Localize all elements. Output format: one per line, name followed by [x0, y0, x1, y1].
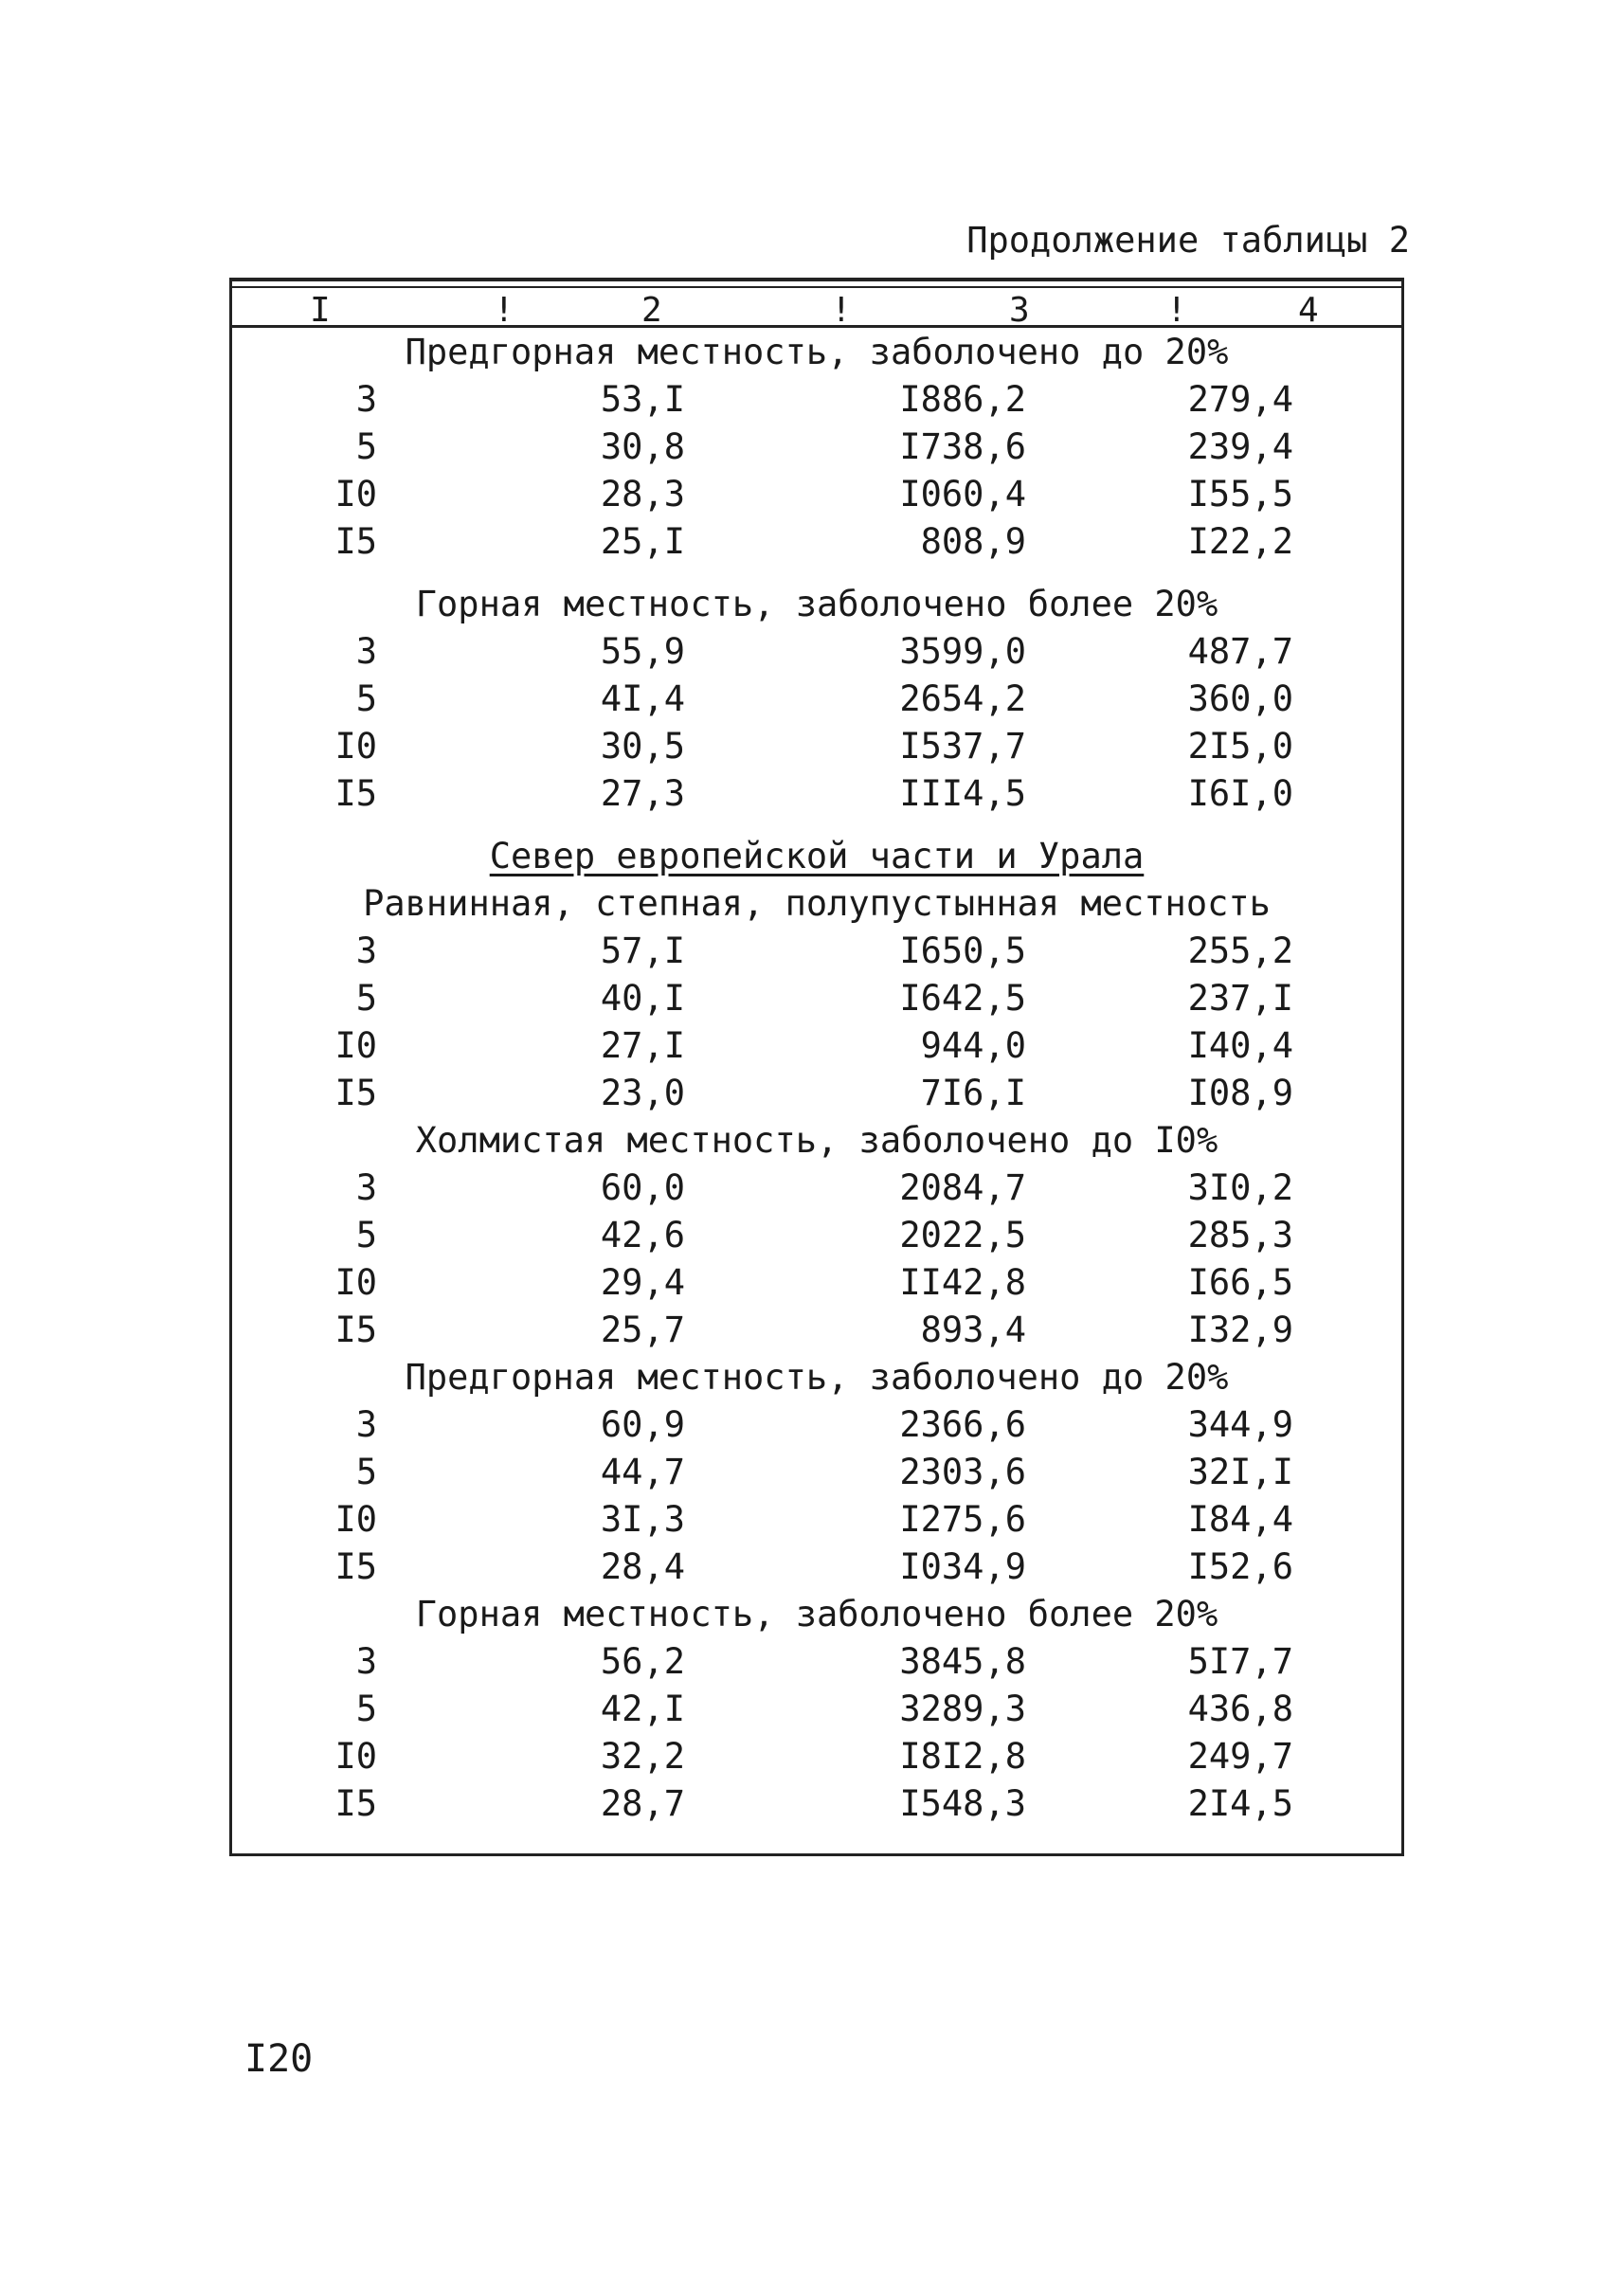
table-cell-col-3: 2022,5 [899, 1215, 1026, 1255]
table-row [232, 1070, 1401, 1117]
table-cell-col-1: 5 [355, 426, 377, 467]
table-cell-col-2: 28,7 [600, 1783, 685, 1824]
table-cell-col-4: I22,2 [1187, 521, 1293, 562]
table-row [232, 1259, 1401, 1307]
table-cell-col-3: 3599,0 [899, 631, 1026, 672]
table-row [232, 1212, 1401, 1259]
table-cell-col-1: 5 [355, 1689, 377, 1729]
table-row [232, 1544, 1401, 1591]
table-row [232, 1307, 1401, 1354]
table-caption: Продолжение таблицы 2 [966, 220, 1410, 261]
table-cell-col-2: 60,0 [600, 1167, 685, 1208]
table-cell-col-1: I0 [334, 474, 377, 515]
table-cell-col-3: II42,8 [899, 1262, 1026, 1303]
table-cell-col-1: I0 [334, 1262, 377, 1303]
table-cell-col-4: 32I,I [1187, 1452, 1293, 1492]
table-cell-col-1: 5 [355, 978, 377, 1019]
data-table [229, 278, 1404, 1856]
table-row [232, 770, 1401, 818]
table-cell-col-3: I034,9 [899, 1546, 1026, 1587]
table-cell-col-4: 487,7 [1187, 631, 1293, 672]
table-cell-col-2: 30,5 [600, 726, 685, 767]
header-separator: ! [831, 291, 852, 330]
table-cell-col-2: 4I,4 [600, 678, 685, 719]
table-row [232, 1449, 1401, 1496]
section-heading: Равнинная, степная, полупустынная местность [363, 883, 1271, 924]
table-cell-col-3: I537,7 [899, 726, 1026, 767]
table-cell-col-3: 2654,2 [899, 678, 1026, 719]
table-cell-col-2: 53,I [600, 379, 685, 420]
table-row [232, 1638, 1401, 1686]
table-cell-col-2: 40,I [600, 978, 685, 1019]
table-cell-col-1: 3 [355, 379, 377, 420]
table-cell-col-4: I6I,0 [1187, 773, 1293, 814]
table-cell-col-3: I275,6 [899, 1499, 1026, 1540]
table-cell-col-1: I5 [334, 1310, 377, 1350]
table-cell-col-3: I8I2,8 [899, 1736, 1026, 1777]
table-row [232, 471, 1401, 518]
table-cell-col-1: 3 [355, 930, 377, 971]
table-cell-col-3: I060,4 [899, 474, 1026, 515]
table-cell-col-4: 249,7 [1187, 1736, 1293, 1777]
table-cell-col-3: 808,9 [920, 521, 1026, 562]
table-row [232, 1165, 1401, 1212]
table-cell-col-2: 30,8 [600, 426, 685, 467]
section-heading: Предгорная местность, заболочено до 20% [405, 332, 1229, 372]
page-number: I20 [244, 2037, 314, 2081]
table-cell-col-4: 2I5,0 [1187, 726, 1293, 767]
table-cell-col-2: 25,7 [600, 1310, 685, 1350]
table-cell-col-1: 5 [355, 1452, 377, 1492]
table-row [232, 1496, 1401, 1544]
table-cell-col-3: I642,5 [899, 978, 1026, 1019]
table-cell-col-2: 25,I [600, 521, 685, 562]
table-cell-col-2: 42,I [600, 1689, 685, 1729]
table-cell-col-2: 60,9 [600, 1404, 685, 1445]
table-cell-col-4: I52,6 [1187, 1546, 1293, 1587]
table-cell-col-1: I5 [334, 773, 377, 814]
table-cell-col-1: 3 [355, 1641, 377, 1682]
table-cell-col-2: 44,7 [600, 1452, 685, 1492]
table-cell-col-2: 57,I [600, 930, 685, 971]
table-row [232, 928, 1401, 975]
table-cell-col-2: 28,4 [600, 1546, 685, 1587]
table-cell-col-4: 3I0,2 [1187, 1167, 1293, 1208]
table-row [232, 1022, 1401, 1070]
table-cell-col-1: I0 [334, 1499, 377, 1540]
table-cell-col-4: 436,8 [1187, 1689, 1293, 1729]
section-heading: Холмистая местность, заболочено до I0% [415, 1120, 1218, 1161]
table-cell-col-2: 28,3 [600, 474, 685, 515]
table-cell-col-2: 42,6 [600, 1215, 685, 1255]
table-row [232, 676, 1401, 723]
table-cell-col-4: 237,I [1187, 978, 1293, 1019]
header-separator: ! [1166, 291, 1187, 330]
table-cell-col-4: 285,3 [1187, 1215, 1293, 1255]
table-row [232, 1780, 1401, 1828]
table-cell-col-4: I84,4 [1187, 1499, 1293, 1540]
table-cell-col-3: I886,2 [899, 379, 1026, 420]
table-header [232, 289, 1401, 328]
table-cell-col-2: 29,4 [600, 1262, 685, 1303]
table-cell-col-2: 27,3 [600, 773, 685, 814]
section-heading: Горная местность, заболочено более 20% [415, 1594, 1218, 1635]
table-cell-col-1: I0 [334, 1025, 377, 1066]
table-cell-col-3: I650,5 [899, 930, 1026, 971]
table-cell-col-4: 5I7,7 [1187, 1641, 1293, 1682]
table-body [232, 329, 1401, 1828]
table-cell-col-2: 23,0 [600, 1073, 685, 1113]
table-row [232, 424, 1401, 471]
table-cell-col-4: I40,4 [1187, 1025, 1293, 1066]
table-cell-col-4: 255,2 [1187, 930, 1293, 971]
region-heading: Север европейской части и Урала [489, 836, 1145, 876]
table-cell-col-1: I5 [334, 1546, 377, 1587]
table-row [232, 1686, 1401, 1733]
table-cell-col-2: 32,2 [600, 1736, 685, 1777]
table-cell-col-4: 239,4 [1187, 426, 1293, 467]
table-cell-col-1: 3 [355, 1167, 377, 1208]
table-cell-col-4: I66,5 [1187, 1262, 1293, 1303]
table-cell-col-1: I0 [334, 726, 377, 767]
table-cell-col-1: 3 [355, 631, 377, 672]
table-cell-col-3: III4,5 [899, 773, 1026, 814]
table-cell-col-4: I08,9 [1187, 1073, 1293, 1113]
table-cell-col-2: 27,I [600, 1025, 685, 1066]
header-col-4: 4 [1298, 291, 1319, 330]
table-cell-col-1: 3 [355, 1404, 377, 1445]
table-row [232, 1733, 1401, 1780]
table-cell-col-4: 2I4,5 [1187, 1783, 1293, 1824]
table-cell-col-3: I738,6 [899, 426, 1026, 467]
table-cell-col-4: 279,4 [1187, 379, 1293, 420]
table-row [232, 518, 1401, 566]
table-cell-col-3: 2303,6 [899, 1452, 1026, 1492]
table-cell-col-3: 3845,8 [899, 1641, 1026, 1682]
section-heading: Горная местность, заболочено более 20% [415, 584, 1218, 624]
header-col-2: 2 [641, 291, 662, 330]
section-heading: Предгорная местность, заболочено до 20% [405, 1357, 1229, 1398]
table-cell-col-2: 56,2 [600, 1641, 685, 1682]
table-cell-col-3: 3289,3 [899, 1689, 1026, 1729]
header-col-1: I [310, 291, 331, 330]
table-row [232, 628, 1401, 676]
table-cell-col-1: I0 [334, 1736, 377, 1777]
table-cell-col-4: 360,0 [1187, 678, 1293, 719]
table-cell-col-4: 344,9 [1187, 1404, 1293, 1445]
table-cell-col-1: I5 [334, 521, 377, 562]
table-cell-col-3: 2084,7 [899, 1167, 1026, 1208]
table-cell-col-2: 3I,3 [600, 1499, 685, 1540]
table-cell-col-4: I32,9 [1187, 1310, 1293, 1350]
table-cell-col-3: I548,3 [899, 1783, 1026, 1824]
table-cell-col-3: 944,0 [920, 1025, 1026, 1066]
table-cell-col-3: 893,4 [920, 1310, 1026, 1350]
table-top-rule [232, 286, 1401, 288]
table-row [232, 975, 1401, 1022]
table-cell-col-2: 55,9 [600, 631, 685, 672]
table-cell-col-3: 2366,6 [899, 1404, 1026, 1445]
table-cell-col-1: 5 [355, 678, 377, 719]
table-row [232, 376, 1401, 424]
header-separator: ! [494, 291, 514, 330]
table-row [232, 723, 1401, 770]
table-cell-col-1: 5 [355, 1215, 377, 1255]
table-row [232, 1401, 1401, 1449]
header-col-3: 3 [1009, 291, 1030, 330]
table-cell-col-3: 7I6,I [920, 1073, 1026, 1113]
table-cell-col-4: I55,5 [1187, 474, 1293, 515]
table-cell-col-1: I5 [334, 1073, 377, 1113]
table-cell-col-1: I5 [334, 1783, 377, 1824]
